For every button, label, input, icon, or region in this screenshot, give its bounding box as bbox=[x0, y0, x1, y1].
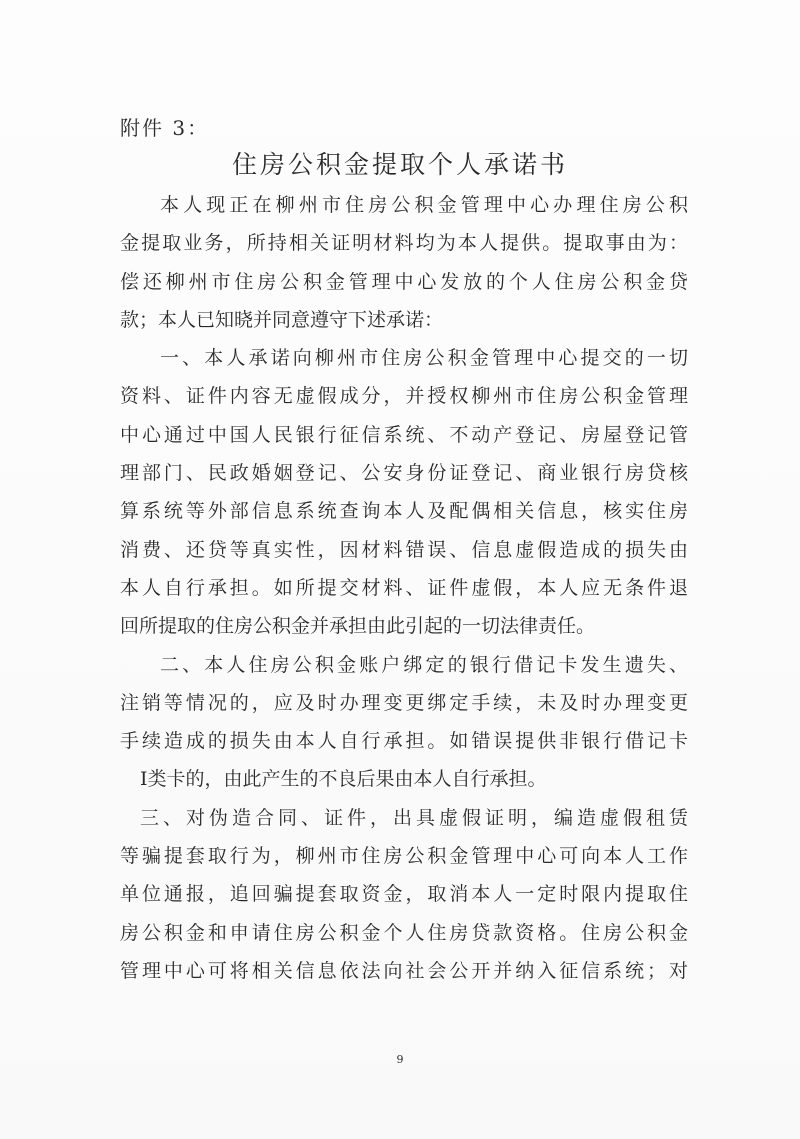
body-line: 消费、还贷等真实性，因材料错误、信息虚假造成的损失由 bbox=[120, 538, 688, 561]
body-line: 偿还柳州市住房公积金管理中心发放的个人住房公积金贷 bbox=[120, 270, 688, 293]
document-body bbox=[120, 186, 688, 990]
body-line: 中心通过中国人民银行征信系统、不动产登记、房屋登记管 bbox=[120, 423, 688, 446]
page-number: 9 bbox=[396, 1053, 404, 1066]
body-line: 注销等情况的，应及时办理变更绑定手续，未及时办理变更 bbox=[120, 691, 688, 714]
body-line: 本人现正在柳州市住房公积金管理中心办理住房公积 bbox=[160, 194, 688, 216]
document-title: 住房公积金提取个人承诺书 bbox=[231, 150, 568, 179]
body-line: 单位通报，追回骗提套取资金，取消本人一定时限内提取住 bbox=[120, 883, 688, 906]
body-line: 等骗提套取行为，柳州市住房公积金管理中心可向本人工作 bbox=[120, 845, 688, 868]
body-line: 算系统等外部信息系统查询本人及配偶相关信息，核实住房 bbox=[120, 500, 688, 523]
body-line: Ⅰ类卡的，由此产生的不良后果由本人自行承担。 bbox=[140, 768, 547, 791]
body-line: 本人自行承担。如所提交材料、证件虚假，本人应无条件退 bbox=[120, 576, 688, 599]
body-line: 款；本人已知晓并同意遵守下述承诺： bbox=[120, 308, 444, 331]
body-line: 资料、证件内容无虚假成分，并授权柳州市住房公积金管理 bbox=[120, 385, 688, 408]
body-line: 二、本人住房公积金账户绑定的银行借记卡发生遗失、 bbox=[160, 653, 688, 676]
body-line: 管理中心可将相关信息依法向社会公开并纳入征信系统；对 bbox=[120, 959, 688, 982]
body-line: 一、本人承诺向柳州市住房公积金管理中心提交的一切 bbox=[160, 347, 688, 370]
body-line: 手续造成的损失由本人自行承担。如错误提供非银行借记卡 bbox=[120, 730, 688, 753]
body-line: 理部门、民政婚姻登记、公安身份证登记、商业银行房贷核 bbox=[120, 462, 688, 485]
body-line: 金提取业务，所持相关证明材料均为本人提供。提取事由为： bbox=[120, 232, 688, 255]
body-line: 三、对伪造合同、证件，出具虚假证明，编造虚假租赁 bbox=[140, 806, 688, 829]
body-line: 房公积金和申请住房公积金个人住房贷款资格。住房公积金 bbox=[120, 921, 688, 944]
body-line: 回所提取的住房公积金并承担由此引起的一切法律责任。 bbox=[120, 615, 596, 638]
attachment-label: 附件 3： bbox=[120, 116, 210, 140]
